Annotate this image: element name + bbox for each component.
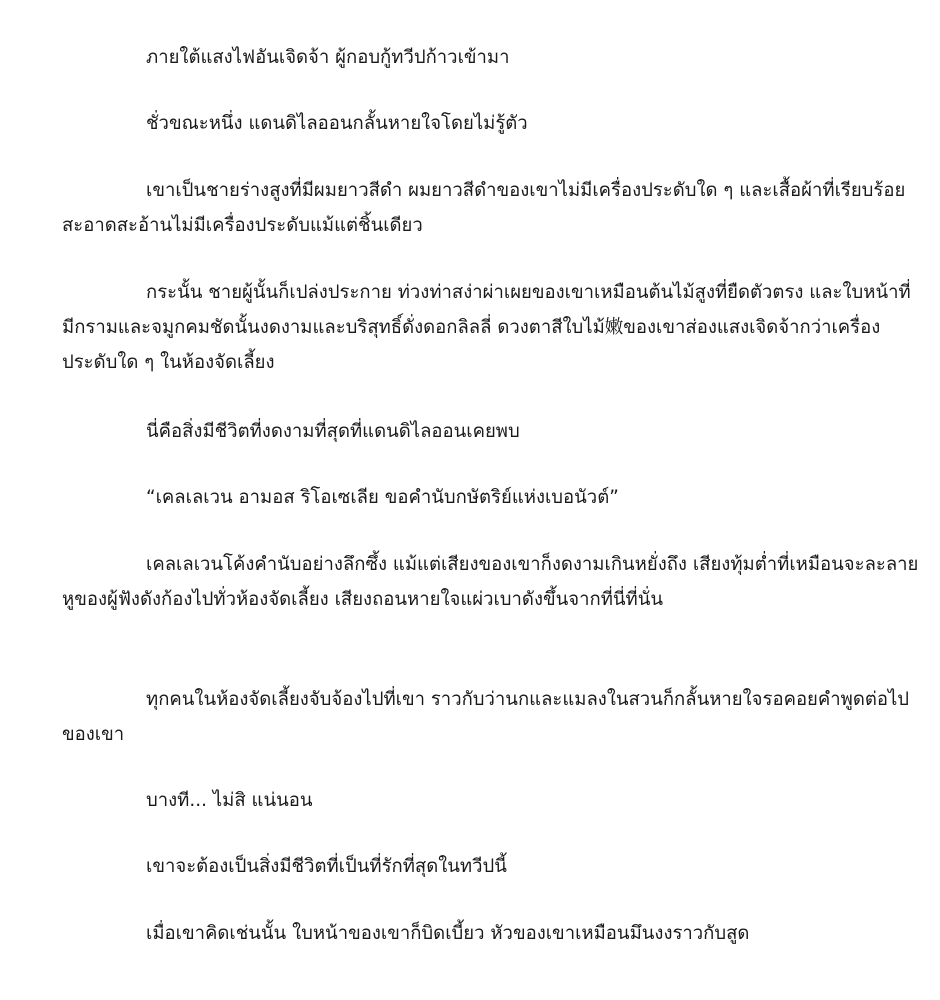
paragraph-11: เมื่อเขาคิดเช่นนั้น ใบหน้าของเขาก็บิดเบี้ยว หัวของเขาเหมือนมึนงงราวกับสูด <box>146 923 750 944</box>
paragraph-3: เขาเป็นชายร่างสูงที่มีผมยาวสีดำ ผมยาวสีดำของเขาไม่มีเครื่องประดับใด ๆ และเสื้อผ้าที่เรียบร้อยสะอาดสะอ้านไม่มีเครื่องประดับแม้แต่ชิ้นเดียว <box>62 180 906 236</box>
paragraph-2: ชั่วขณะหนึ่ง แดนดิไลออนกลั้นหายใจโดยไม่รู้ตัว <box>146 113 528 134</box>
paragraph-5: นี่คือสิ่งมีชีวิตที่งดงามที่สุดที่แดนดิไลออนเคยพบ <box>146 421 520 442</box>
cut-off-text-fragment <box>146 0 186 8</box>
paragraph-7: เคลเลเวนโค้งคำนับอย่างลึกซึ้ง แม้แต่เสียงของเขาก็งดงามเกินหยั่งถึง เสียงทุ้มต่ำที่เหมือนจะละลายหูของผู้ฟังดังก้องไปทั่วห้องจัดเลี้ยง เสียงถอนหายใจแผ่วเบาดังขึ้นจากที่นี่ที่นั่น <box>62 554 919 610</box>
paragraph-4: กระนั้น ชายผู้นั้นก็เปล่งประกาย ท่วงท่าสง่าผ่าเผยของเขาเหมือนต้นไม้สูงที่ยืดตัวตรง และใบหน้าที่มีกรามและจมูกคมชัดนั้นงดงามและบริสุทธิ์ดั่งดอกลิลลี่ ดวงตาสีใบไม้嫩ของเขาส่องแสงเจิดจ้ากว่าเครื่องประดับใด ๆ ในห้องจัดเลี้ยง <box>62 282 911 373</box>
paragraph-10: เขาจะต้องเป็นสิ่งมีชีวิตที่เป็นที่รักที่สุดในทวีปนี้ <box>146 856 507 877</box>
paragraph-1: ภายใต้แสงไฟอันเจิดจ้า ผู้กอบกู้ทวีปก้าวเข้ามา <box>146 47 510 68</box>
paragraph-6: “เคลเลเวน อามอส ริโอเซเลีย ขอคำนับกษัตริย์แห่งเบอนัวต์” <box>146 487 619 508</box>
paragraph-8: ทุกคนในห้องจัดเลี้ยงจับจ้องไปที่เขา ราวกับว่านกและแมลงในสวนก็กลั้นหายใจรอคอยคำพูดต่อไปของเขา <box>62 689 910 745</box>
paragraph-9: บางที... ไม่สิ แน่นอน <box>146 790 313 811</box>
